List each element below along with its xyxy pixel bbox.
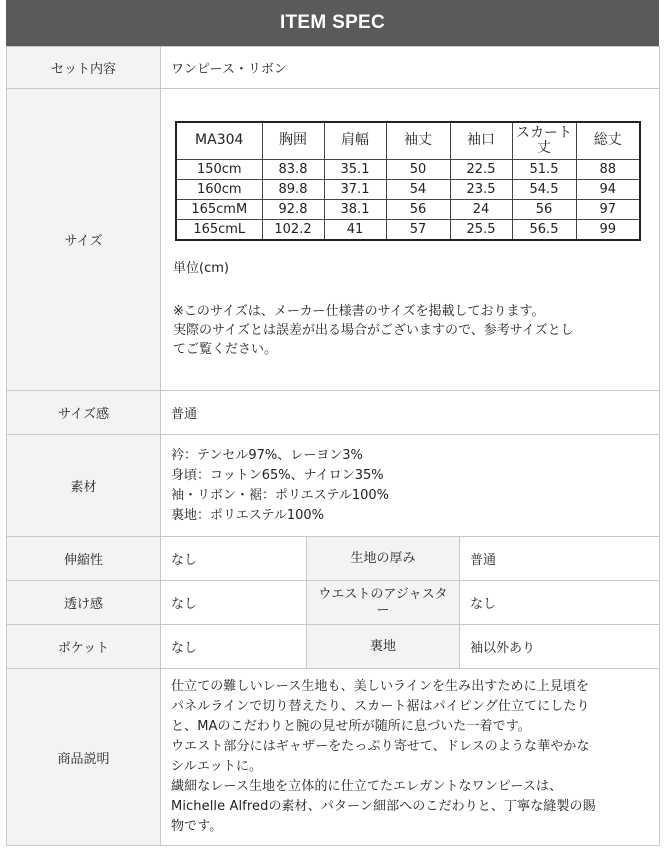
size-cell: 38.1: [324, 199, 386, 219]
lining-label: 裏地: [307, 625, 460, 669]
size-table-row: [176, 159, 640, 179]
stretch-label: 伸縮性: [7, 537, 161, 581]
spec-row-description: [7, 669, 660, 846]
size-header-cell: 胸囲: [262, 122, 324, 160]
size-cell: 51.5: [512, 159, 576, 179]
size-cell: 56: [386, 199, 450, 219]
spec-table: [6, 46, 660, 846]
material-line: 身頃：コットン65%、ナイロン35%: [171, 467, 384, 483]
size-header-cell: 袖口: [450, 122, 512, 160]
description-line: ウエスト部分にはギャザーをたっぷり寄せて、ドレスのような華やかな: [171, 739, 590, 754]
size-cell: 23.5: [450, 179, 512, 199]
description-line: 繊細なレース生地を立体的に仕立てたエレガントなワンピースは、: [171, 779, 563, 794]
size-table-row: [176, 179, 640, 199]
size-cell: 102.2: [262, 219, 324, 240]
pocket-label: ポケット: [7, 625, 161, 669]
size-cell: 56.5: [512, 219, 576, 240]
size-cell: 89.8: [262, 179, 324, 199]
size-cell: 22.5: [450, 159, 512, 179]
description-line: シルエットに。: [171, 759, 263, 774]
size-cell: 56: [512, 199, 576, 219]
size-cell: 54: [386, 179, 450, 199]
set-value: ワンピース・リボン: [161, 47, 660, 89]
size-cell: 37.1: [324, 179, 386, 199]
stretch-value: なし: [161, 537, 307, 581]
size-disclaimer-line: ※このサイズは、メーカー仕様書のサイズを掲載しております。: [173, 303, 545, 319]
thickness-label: 生地の厚み: [307, 537, 460, 581]
size-cell: 24: [450, 199, 512, 219]
description-line: パネルラインで切り替えたり、スカート裾はパイピング仕立てにしたり: [171, 699, 590, 714]
size-table: [175, 121, 641, 241]
size-cell: 97: [576, 199, 640, 219]
size-cell: 150cm: [176, 159, 262, 179]
lining-value: 袖以外あり: [460, 625, 660, 669]
size-cell: 57: [386, 219, 450, 240]
material-line: 裏地：ポリエステル100%: [171, 507, 324, 523]
material-line: 衿：テンセル97%、レーヨン3%: [171, 447, 363, 463]
size-cell: 88: [576, 159, 640, 179]
item-spec-panel: [6, 0, 659, 846]
spec-row-sheer: [7, 581, 660, 625]
material-label: 素材: [7, 435, 161, 537]
material-line: 袖・リボン・裾：ポリエステル100%: [171, 487, 389, 503]
waist-adjuster-label: ウエストのアジャスター: [307, 581, 460, 625]
description-line: と、MAのこだわりと腕の見せ所が随所に息づいた一着です。: [171, 719, 531, 734]
waist-adjuster-value: なし: [460, 581, 660, 625]
description-label: 商品説明: [7, 669, 161, 846]
size-table-row: [176, 219, 640, 240]
size-header-cell: 総丈: [576, 122, 640, 160]
description-line: 物です。: [171, 819, 223, 834]
size-unit-note: 単位(cm): [173, 260, 229, 276]
size-cell: 160cm: [176, 179, 262, 199]
size-cell: 92.8: [262, 199, 324, 219]
description-line: 仕立ての難しいレース生地も、美しいラインを生み出すために上見頃を: [171, 679, 590, 694]
size-table-header: [176, 122, 640, 160]
feel-value: 普通: [161, 391, 660, 435]
item-spec-title: ITEM SPEC: [6, 0, 659, 46]
size-table-row: [176, 199, 640, 219]
size-cell: 41: [324, 219, 386, 240]
size-cell: 54.5: [512, 179, 576, 199]
description-value: [161, 669, 660, 846]
size-cell: 165cmL: [176, 219, 262, 240]
size-cell: 35.1: [324, 159, 386, 179]
size-cell: 94: [576, 179, 640, 199]
size-disclaimer-line: てご覧ください。: [173, 341, 278, 357]
size-header-cell: MA304: [176, 122, 262, 160]
spec-row-feel: [7, 391, 660, 435]
sheer-label: 透け感: [7, 581, 161, 625]
size-disclaimer-line: 実際のサイズとは誤差が出る場合がございますので、参考サイズとし: [173, 322, 574, 338]
size-content: [161, 89, 660, 391]
material-value: [161, 435, 660, 537]
size-cell: 165cmM: [176, 199, 262, 219]
spec-row-size: [7, 89, 660, 391]
pocket-value: なし: [161, 625, 307, 669]
size-header-cell: スカート丈: [512, 122, 576, 160]
size-header-cell: 袖丈: [386, 122, 450, 160]
spec-row-material: [7, 435, 660, 537]
set-label: セット内容: [7, 47, 161, 89]
size-cell: 25.5: [450, 219, 512, 240]
size-cell: 99: [576, 219, 640, 240]
spec-row-pocket: [7, 625, 660, 669]
size-disclaimer: [173, 302, 649, 359]
sheer-value: なし: [161, 581, 307, 625]
spec-row-set: [7, 47, 660, 89]
feel-label: サイズ感: [7, 391, 161, 435]
thickness-value: 普通: [460, 537, 660, 581]
spec-row-stretch: [7, 537, 660, 581]
size-cell: 83.8: [262, 159, 324, 179]
size-header-cell: 肩幅: [324, 122, 386, 160]
size-label: サイズ: [7, 89, 161, 391]
description-line: Michelle Alfredの素材、パターン細部へのこだわりと、丁寧な縫製の賜: [171, 799, 596, 814]
size-cell: 50: [386, 159, 450, 179]
